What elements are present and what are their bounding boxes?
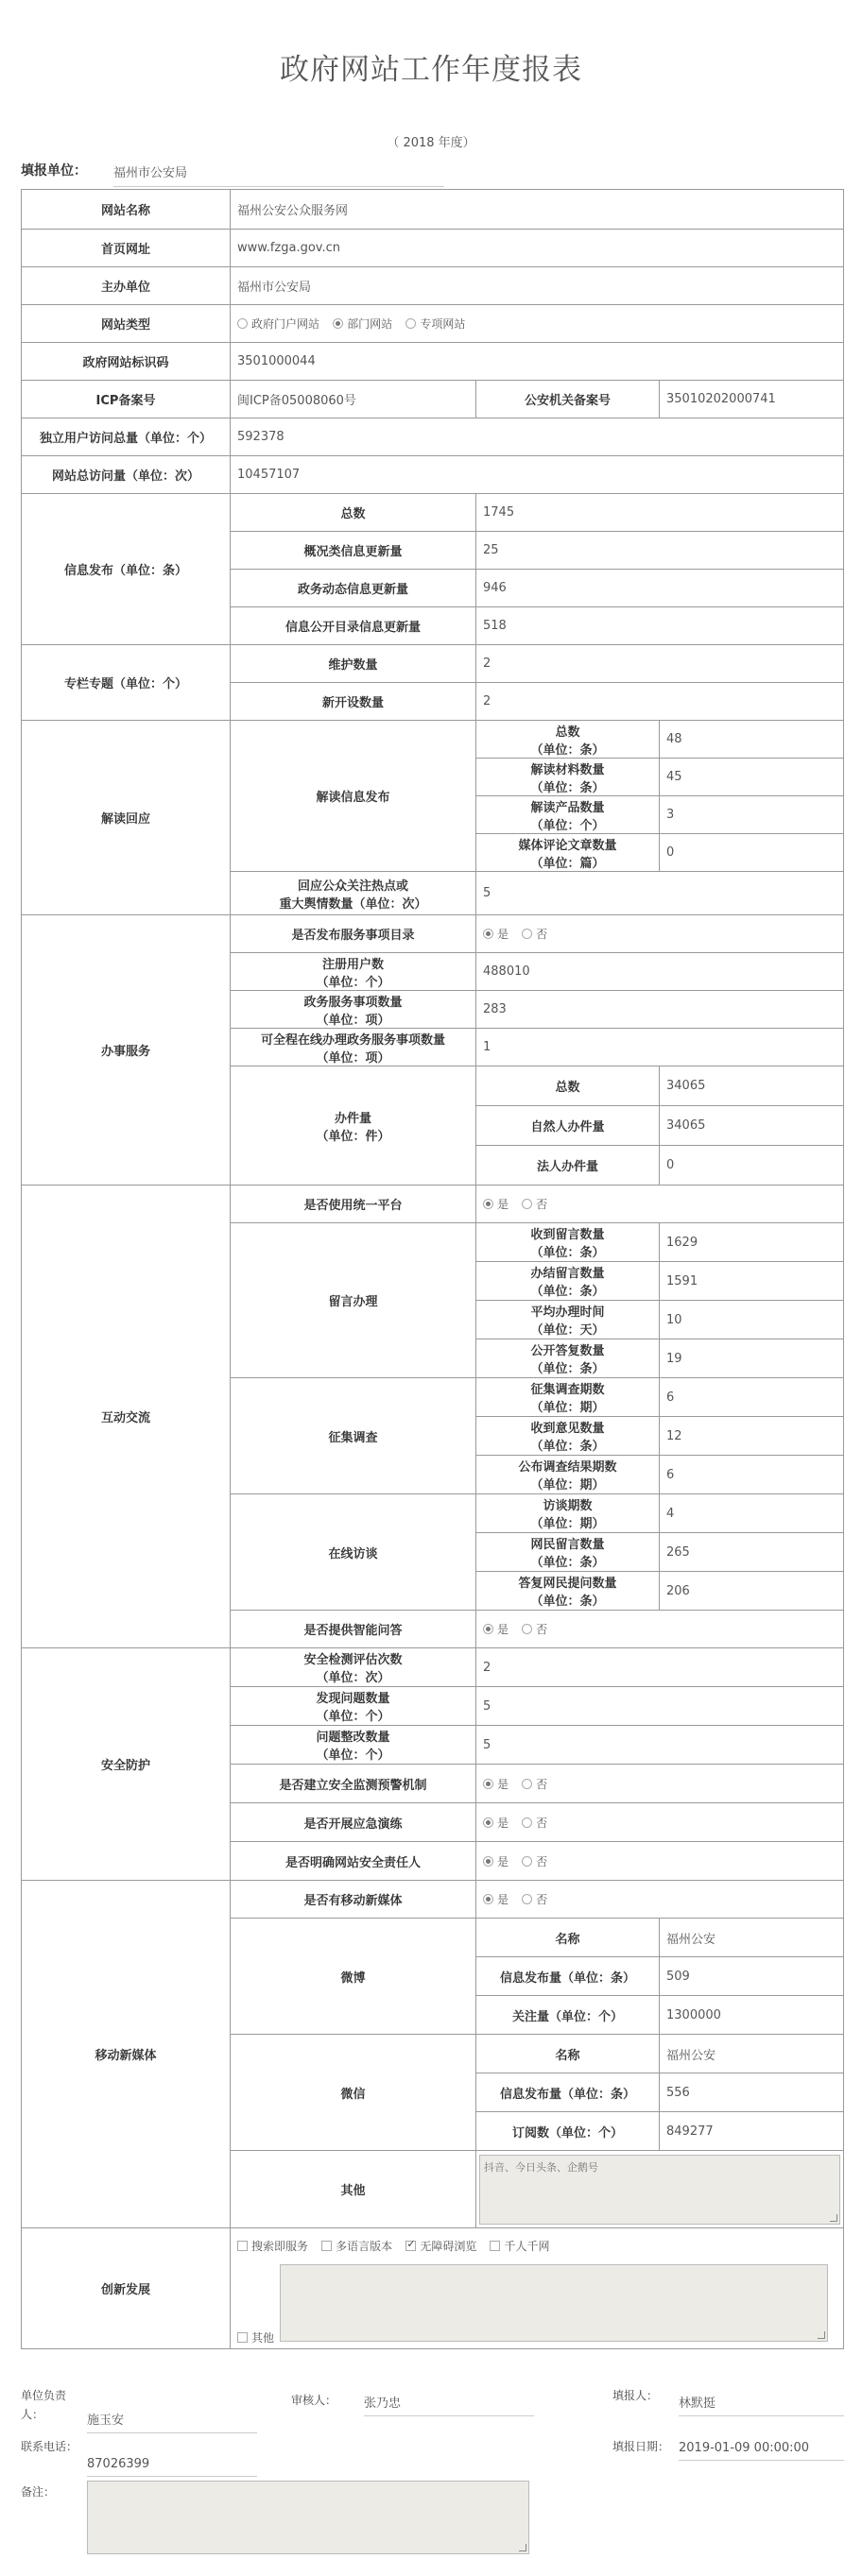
label-line: 总数 <box>555 725 580 740</box>
site-type-department-option[interactable] <box>333 317 392 331</box>
option-label: 部门网站 <box>347 317 393 331</box>
info-pub-row-value[interactable]: 946 <box>476 570 844 607</box>
yes-option[interactable] <box>483 928 509 941</box>
survey-row-value[interactable]: 12 <box>660 1417 844 1456</box>
radio-icon[interactable] <box>522 1624 532 1634</box>
info-pub-row-label: 政务动态信息更新量 <box>231 570 476 607</box>
qa-options <box>476 1611 844 1648</box>
table-row <box>22 456 844 494</box>
host-unit-label: 主办单位 <box>22 267 231 305</box>
special-row-value[interactable]: 2 <box>476 683 844 721</box>
survey-row-label <box>476 1378 660 1417</box>
table-row <box>22 381 844 418</box>
visits-value[interactable]: 10457107 <box>231 456 844 494</box>
label-line: 公布调查结果期数 <box>518 1460 617 1475</box>
table-row <box>22 721 844 759</box>
wechat-row-label: 名称 <box>476 2035 660 2073</box>
innovation-option[interactable] <box>405 2240 476 2253</box>
info-pub-row-label: 总数 <box>231 494 476 532</box>
police-record-value[interactable]: 35010202000741 <box>660 381 844 418</box>
unit-line: （单位：期） <box>530 1401 605 1415</box>
message-label: 留言办理 <box>231 1223 476 1378</box>
other-media-cell <box>476 2151 844 2228</box>
security-check-options <box>476 1765 844 1803</box>
security-check-options <box>476 1842 844 1881</box>
radio-icon[interactable] <box>237 318 248 329</box>
yes-option[interactable] <box>483 1778 509 1791</box>
filler-field[interactable]: 林默挺 <box>679 2393 844 2416</box>
wechat-row-label: 订阅数（单位：个） <box>476 2112 660 2151</box>
qa-label: 是否提供智能问答 <box>231 1611 476 1648</box>
wechat-label: 微信 <box>231 2035 476 2151</box>
radio-icon[interactable] <box>522 1199 532 1209</box>
info-pub-row-value[interactable]: 518 <box>476 607 844 645</box>
option-label: 政府门户网站 <box>251 317 320 331</box>
radio-selected-icon[interactable] <box>483 1894 493 1904</box>
unit-line: （单位：个） <box>316 1749 390 1763</box>
label-line: 公开答复数量 <box>530 1344 605 1358</box>
filler-unit-label: 填报单位： <box>21 163 87 179</box>
unit-line: （单位：个） <box>530 818 605 833</box>
unit-line: （单位：条） <box>530 1556 605 1570</box>
visits-label: 网站总访问量（单位：次） <box>22 456 231 494</box>
service-row-label <box>231 953 476 991</box>
table-row <box>22 494 844 532</box>
security-row-label <box>231 1687 476 1726</box>
message-row-value[interactable]: 1591 <box>660 1262 844 1301</box>
radio-selected-icon[interactable] <box>483 1624 493 1634</box>
homepage-url-value[interactable]: www.fzga.gov.cn <box>231 230 844 267</box>
interpret-row-value[interactable]: 48 <box>660 721 844 759</box>
unit-line: （单位：天） <box>530 1323 605 1338</box>
checkbox-checked-icon[interactable] <box>405 2241 416 2251</box>
yes-option[interactable] <box>483 1623 509 1636</box>
weibo-row-value[interactable]: 1300000 <box>660 1996 844 2035</box>
site-code-label: 政府网站标识码 <box>22 343 231 381</box>
label-line: 注册用户数 <box>321 957 384 972</box>
mobile-label: 移动新媒体 <box>22 1881 231 2228</box>
innovation-cell <box>231 2228 844 2349</box>
label-line: 收到意见数量 <box>530 1422 605 1436</box>
message-row-value[interactable]: 1629 <box>660 1223 844 1262</box>
innovation-label: 创新发展 <box>22 2228 231 2349</box>
label-line: 安全检测评估次数 <box>303 1653 403 1667</box>
label-line: 平均办理时间 <box>530 1305 605 1320</box>
security-row-label <box>231 1726 476 1765</box>
unit-line: （单位：条） <box>530 1285 605 1299</box>
yes-option[interactable] <box>483 1198 509 1211</box>
option-label: 是 <box>497 928 509 941</box>
unit-line: （单位：条） <box>530 1595 605 1609</box>
innovation-option[interactable] <box>237 2240 308 2253</box>
unit-line: （单位：期） <box>530 1517 605 1531</box>
weibo-row-label: 信息发布量（单位：条） <box>476 1957 660 1996</box>
unit-line: （单位：条） <box>530 1440 605 1454</box>
radio-icon[interactable] <box>522 929 532 939</box>
cases-row-value[interactable]: 34065 <box>660 1106 844 1146</box>
special-label: 专栏专题（单位：个） <box>22 645 231 721</box>
weibo-row-value[interactable]: 509 <box>660 1957 844 1996</box>
no-option[interactable] <box>522 1817 547 1830</box>
option-label: 是 <box>497 1623 509 1636</box>
table-row <box>22 267 844 305</box>
security-label: 安全防护 <box>22 1648 231 1881</box>
table-row <box>22 1881 844 1919</box>
mobile-has-label: 是否有移动新媒体 <box>231 1881 476 1919</box>
unit-line: （单位：条） <box>530 1246 605 1260</box>
option-label: 无障碍浏览 <box>420 2240 477 2253</box>
unit-line: （单位：篇） <box>530 856 605 871</box>
icp-value[interactable]: 闽ICP备05008060号 <box>231 381 476 418</box>
reviewer-label: 审核人： <box>291 2394 337 2407</box>
option-label: 搜索即服务 <box>251 2240 309 2253</box>
radio-icon[interactable] <box>522 1817 532 1828</box>
leader-label: 单位负责人： <box>21 2389 67 2421</box>
label-line: 回应公众关注热点或 <box>297 879 408 894</box>
security-row-label <box>231 1648 476 1687</box>
date-field[interactable]: 2019-01-09 00:00:00 <box>679 2441 844 2461</box>
unit-line: （单位：条） <box>530 742 605 758</box>
message-row-value[interactable]: 10 <box>660 1301 844 1339</box>
option-label: 是 <box>497 1854 509 1868</box>
label-line: 政务服务事项数量 <box>303 995 403 1010</box>
message-row-label <box>476 1301 660 1339</box>
service-label: 办事服务 <box>22 915 231 1186</box>
wechat-row-label: 信息发布量（单位：条） <box>476 2073 660 2112</box>
cases-row-label: 法人办件量 <box>476 1146 660 1186</box>
info-pub-row-label: 概况类信息更新量 <box>231 532 476 570</box>
no-option[interactable] <box>522 928 547 941</box>
visitors-label: 独立用户访问总量（单位：个） <box>22 418 231 456</box>
platform-label: 是否使用统一平台 <box>231 1186 476 1223</box>
unit-line: 重大舆情数量（单位：次） <box>279 896 427 912</box>
interview-row-label <box>476 1533 660 1572</box>
info-pub-label: 信息发布（单位：条） <box>22 494 231 645</box>
radio-selected-icon[interactable] <box>483 1199 493 1209</box>
leader-field[interactable]: 施玉安 <box>87 2410 257 2433</box>
option-label: 否 <box>536 1854 548 1868</box>
no-option[interactable] <box>522 1198 547 1211</box>
no-option[interactable] <box>522 1893 547 1906</box>
table-row <box>22 190 844 230</box>
phone-label: 联系电话： <box>21 2440 78 2453</box>
host-unit-value[interactable]: 福州市公安局 <box>231 267 844 305</box>
site-type-options <box>231 305 844 343</box>
no-option[interactable] <box>522 1623 547 1636</box>
resize-grip-icon[interactable] <box>830 2214 837 2222</box>
innovation-option[interactable] <box>490 2240 549 2253</box>
radio-icon[interactable] <box>405 318 416 329</box>
report-table <box>21 189 844 2349</box>
site-name-label: 网站名称 <box>22 190 231 230</box>
security-row-value[interactable]: 5 <box>476 1726 844 1765</box>
unit-line: （单位：项） <box>316 1050 390 1066</box>
option-label: 否 <box>536 1623 548 1636</box>
site-code-value[interactable]: 3501000044 <box>231 343 844 381</box>
option-label: 是 <box>497 1893 509 1906</box>
innovation-other-option[interactable] <box>237 2329 274 2346</box>
interpret-label: 解读回应 <box>22 721 231 915</box>
platform-options <box>476 1186 844 1223</box>
interview-row-label <box>476 1494 660 1533</box>
service-row-value[interactable]: 488010 <box>476 953 844 991</box>
security-row-value[interactable]: 5 <box>476 1687 844 1726</box>
date-label: 填报日期： <box>612 2440 670 2453</box>
phone-field[interactable]: 87026399 <box>87 2457 257 2477</box>
radio-selected-icon[interactable] <box>483 1817 493 1828</box>
radio-icon[interactable] <box>522 1779 532 1789</box>
service-catalog-label: 是否发布服务事项目录 <box>231 915 476 953</box>
filler-label: 填报人： <box>612 2389 659 2402</box>
security-check-label: 是否明确网站安全责任人 <box>231 1842 476 1881</box>
wechat-row-value[interactable]: 556 <box>660 2073 844 2112</box>
cases-row-label: 总数 <box>476 1066 660 1106</box>
label-line: 征集调查期数 <box>530 1383 605 1397</box>
filler-unit-field[interactable]: 福州市公安局 <box>113 162 444 187</box>
option-label: 否 <box>536 928 548 941</box>
interview-row-value[interactable]: 265 <box>660 1533 844 1572</box>
resize-grip-icon[interactable] <box>818 2331 825 2339</box>
remark-label: 备注： <box>21 2485 56 2499</box>
survey-row-label <box>476 1417 660 1456</box>
radio-selected-icon[interactable] <box>333 318 343 329</box>
message-row-value[interactable]: 19 <box>660 1339 844 1378</box>
cases-row-value[interactable]: 34065 <box>660 1066 844 1106</box>
service-row-label <box>231 991 476 1029</box>
option-label: 其他 <box>251 2331 275 2345</box>
label-line: 问题整改数量 <box>316 1731 390 1745</box>
innovation-option[interactable] <box>321 2240 392 2253</box>
weibo-row-label: 名称 <box>476 1919 660 1957</box>
unit-line: （单位：期） <box>530 1478 605 1493</box>
option-label: 是 <box>497 1816 509 1830</box>
security-check-label: 是否开展应急演练 <box>231 1803 476 1842</box>
checkbox-icon[interactable] <box>490 2241 500 2251</box>
info-pub-row-value[interactable]: 25 <box>476 532 844 570</box>
table-row <box>22 915 844 953</box>
interpret-row-label <box>476 759 660 796</box>
label-line: 媒体评论文章数量 <box>518 838 617 853</box>
report-year: （ 2018 年度） <box>387 136 475 150</box>
innovation-other-textarea[interactable] <box>280 2264 828 2342</box>
site-type-portal-option[interactable] <box>237 317 319 331</box>
survey-label: 征集调查 <box>231 1378 476 1494</box>
label-line: 收到留言数量 <box>530 1228 605 1242</box>
radio-icon[interactable] <box>522 1856 532 1867</box>
table-row <box>22 1648 844 1687</box>
other-media-text: 抖音、今日头条、企鹅号 <box>484 2160 598 2174</box>
option-label: 否 <box>536 1198 548 1211</box>
interpret-row-value[interactable]: 0 <box>660 834 844 872</box>
wechat-row-value[interactable]: 849277 <box>660 2112 844 2151</box>
respond-value[interactable]: 5 <box>476 872 844 915</box>
unit-line: （单位：项） <box>316 1013 390 1028</box>
unit-line: （单位：条） <box>530 1362 605 1376</box>
visitors-value[interactable]: 592378 <box>231 418 844 456</box>
table-row <box>22 2228 844 2349</box>
option-label: 是 <box>497 1198 509 1211</box>
yes-option[interactable] <box>483 1855 509 1868</box>
label-line: 访谈期数 <box>543 1499 593 1513</box>
yes-option[interactable] <box>483 1893 509 1906</box>
interpret-row-value[interactable]: 3 <box>660 796 844 834</box>
weibo-row-value[interactable]: 福州公安 <box>660 1919 844 1957</box>
interpret-row-label <box>476 834 660 872</box>
unit-line: （单位：件） <box>316 1129 390 1144</box>
interpret-row-label <box>476 721 660 759</box>
table-row <box>22 230 844 267</box>
special-row-label: 新开设数量 <box>231 683 476 721</box>
service-row-label <box>231 1029 476 1066</box>
icp-label: ICP备案号 <box>22 381 231 418</box>
no-option[interactable] <box>522 1855 547 1868</box>
option-label: 否 <box>536 1777 548 1791</box>
security-row-value[interactable]: 2 <box>476 1648 844 1687</box>
interpret-row-label <box>476 796 660 834</box>
interview-row-label <box>476 1572 660 1611</box>
label-line: 可全程在线办理政务服务事项数量 <box>260 1032 445 1048</box>
info-pub-row-label: 信息公开目录信息更新量 <box>231 607 476 645</box>
table-row <box>22 418 844 456</box>
table-row <box>22 1186 844 1223</box>
survey-row-value[interactable]: 6 <box>660 1456 844 1494</box>
unit-line: （单位：个） <box>316 975 390 990</box>
other-media-textarea[interactable] <box>479 2155 840 2225</box>
special-row-label: 维护数量 <box>231 645 476 683</box>
interact-label: 互动交流 <box>22 1186 231 1648</box>
wechat-row-value[interactable]: 福州公安 <box>660 2035 844 2073</box>
radio-selected-icon[interactable] <box>483 929 493 939</box>
police-record-label: 公安机关备案号 <box>476 381 660 418</box>
cases-label <box>231 1066 476 1186</box>
service-row-value[interactable]: 283 <box>476 991 844 1029</box>
site-type-label: 网站类型 <box>22 305 231 343</box>
mobile-has-options <box>476 1881 844 1919</box>
interview-label: 在线访谈 <box>231 1494 476 1611</box>
yes-option[interactable] <box>483 1817 509 1830</box>
special-row-value[interactable]: 2 <box>476 645 844 683</box>
table-row <box>22 645 844 683</box>
table-row <box>22 343 844 381</box>
survey-row-value[interactable]: 6 <box>660 1378 844 1417</box>
info-pub-row-value[interactable]: 1745 <box>476 494 844 532</box>
checkbox-icon[interactable] <box>321 2241 332 2251</box>
site-type-special-option[interactable] <box>405 317 465 331</box>
label-line: 发现问题数量 <box>316 1692 390 1706</box>
interview-row-value[interactable]: 4 <box>660 1494 844 1533</box>
site-name-value[interactable]: 福州公安公众服务网 <box>231 190 844 230</box>
option-label: 专项网站 <box>420 317 466 331</box>
unit-line: （单位：次） <box>316 1671 390 1685</box>
interpret-sub-label: 解读信息发布 <box>231 721 476 872</box>
cases-row-label: 自然人办件量 <box>476 1106 660 1146</box>
table-row <box>22 305 844 343</box>
unit-line: （单位：条） <box>530 780 605 795</box>
interview-row-value[interactable]: 206 <box>660 1572 844 1611</box>
reviewer-field[interactable]: 张乃忠 <box>364 2393 534 2416</box>
unit-line: （单位：个） <box>316 1710 390 1724</box>
other-media-label: 其他 <box>231 2151 476 2228</box>
no-option[interactable] <box>522 1778 547 1791</box>
option-label: 否 <box>536 1893 548 1906</box>
service-catalog-options <box>476 915 844 953</box>
page-title: 政府网站工作年度报表 <box>280 53 582 87</box>
checkbox-icon[interactable] <box>237 2241 248 2251</box>
option-label: 否 <box>536 1816 548 1830</box>
message-row-label <box>476 1339 660 1378</box>
radio-icon[interactable] <box>522 1894 532 1904</box>
message-row-label <box>476 1223 660 1262</box>
security-check-label: 是否建立安全监测预警机制 <box>231 1765 476 1803</box>
radio-selected-icon[interactable] <box>483 1779 493 1789</box>
label-line: 办件量 <box>334 1111 371 1126</box>
option-label: 是 <box>497 1777 509 1791</box>
label-line: 办结留言数量 <box>530 1267 605 1281</box>
option-label: 千人千网 <box>504 2240 550 2253</box>
label-line: 解读材料数量 <box>530 762 605 777</box>
checkbox-icon[interactable] <box>237 2332 248 2343</box>
service-row-value[interactable]: 1 <box>476 1029 844 1066</box>
interpret-row-value[interactable]: 45 <box>660 759 844 796</box>
message-row-label <box>476 1262 660 1301</box>
label-line: 解读产品数量 <box>530 800 605 815</box>
respond-label <box>231 872 476 915</box>
cases-row-value[interactable]: 0 <box>660 1146 844 1186</box>
resize-grip-icon[interactable] <box>519 2544 526 2551</box>
survey-row-label <box>476 1456 660 1494</box>
radio-selected-icon[interactable] <box>483 1856 493 1867</box>
option-label: 多语言版本 <box>336 2240 393 2253</box>
security-check-options <box>476 1803 844 1842</box>
label-line: 网民留言数量 <box>530 1538 605 1552</box>
remark-textarea[interactable] <box>87 2481 529 2554</box>
weibo-row-label: 关注量（单位：个） <box>476 1996 660 2035</box>
label-line: 答复网民提问数量 <box>518 1577 617 1591</box>
homepage-url-label: 首页网址 <box>22 230 231 267</box>
weibo-label: 微博 <box>231 1919 476 2035</box>
